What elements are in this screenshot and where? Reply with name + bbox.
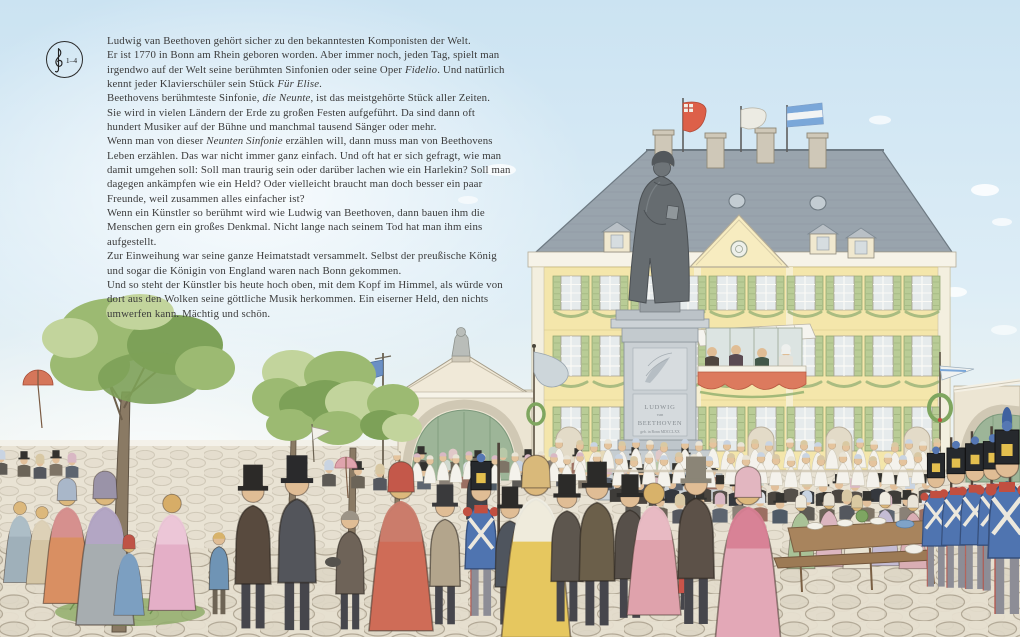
- story-line: dagegen ankämpfen wie ein Held? Oder vielleicht braucht man doch besser ein paar: [107, 178, 483, 191]
- balcony: [694, 324, 816, 397]
- story-line: Sie wird in vielen Ländern der Erde zu großen Festen aufgeführt. Da sind dann oft: [107, 106, 476, 119]
- story-text: [107, 34, 511, 321]
- treble-clef-icon: [52, 47, 65, 73]
- story-line: Beethovens berühmteste Sinfonie, die Neunte, ist das meistgehörte Stück aller Zeiten.: [107, 92, 491, 105]
- track-range-label: 1–4: [65, 56, 78, 65]
- story-line: Zur Einweihung war seine ganze Heimatstadt versammelt. Selbst der preußische König: [107, 250, 497, 263]
- story-line: Leben erzählen. Das war nicht immer ganz einfach. Und oft hat er sich gefragt, wie man: [107, 149, 502, 162]
- story-line: Wenn ein Künstler so berühmt wird wie Ludwig van Beethoven, dann bauen ihm die: [107, 207, 485, 220]
- story-line: dort aus den Wolken seine göttliche Musik herkommen. Ein eiserner Held, den nichts: [107, 293, 489, 306]
- story-line: umwerfen kann. Mächtig und schön.: [107, 307, 271, 320]
- story-line: Er ist 1770 in Bonn am Rhein geboren worden. Aber immer noch, jeden Tag, spielt man: [107, 49, 500, 62]
- white-hat-on-bench: [905, 545, 923, 554]
- story-line: und sogar die Königin von England waren nach Bonn gekommen.: [107, 264, 402, 277]
- story-line: damit umgehen soll: Soll man traurig sein oder darüber lachen wie ein Harlekin? Soll man: [107, 164, 511, 177]
- inscription-name-1: LUDWIG: [644, 404, 676, 411]
- story-line: Ludwig van Beethoven gehört sicher zu den bekanntesten Komponisten der Welt.: [107, 35, 471, 47]
- story-line: kennt jeder Klavierschüler sein Stück Für Elise.: [107, 78, 323, 91]
- story-line: aufgestellt.: [107, 235, 157, 248]
- story-line: hundert Musiker auf der Bühne und manchmal tausend Sänger oder mehr.: [107, 121, 437, 134]
- story-line: irgendwo auf der Welt seine berühmten Sinfonien oder seine Oper Fidelio. Und natürlich: [107, 63, 505, 76]
- inscription-name-3: BEETHOVEN: [637, 420, 683, 427]
- story-line: Menschen gern ein großes Denkmal. Nicht lange nach seinem Tod hat man ihm eins: [107, 221, 483, 234]
- inscription-name-2: van: [656, 412, 664, 417]
- story-line: Wenn man von dieser Neunten Sinfonie erzählen will, dann muss man von Beethovens: [107, 135, 493, 148]
- inscription-birth-line: geb. in Bonn MDCCLXX: [640, 430, 680, 434]
- audio-tracks-badge: [46, 41, 83, 78]
- story-line: Und so steht der Künstler bis heute hoch oben, mit dem Kopf im Himmel, als würde von: [107, 278, 503, 291]
- hat-in-hand: [325, 557, 341, 567]
- story-line: Freunde, weil zusammen alles einfacher ist?: [107, 192, 305, 205]
